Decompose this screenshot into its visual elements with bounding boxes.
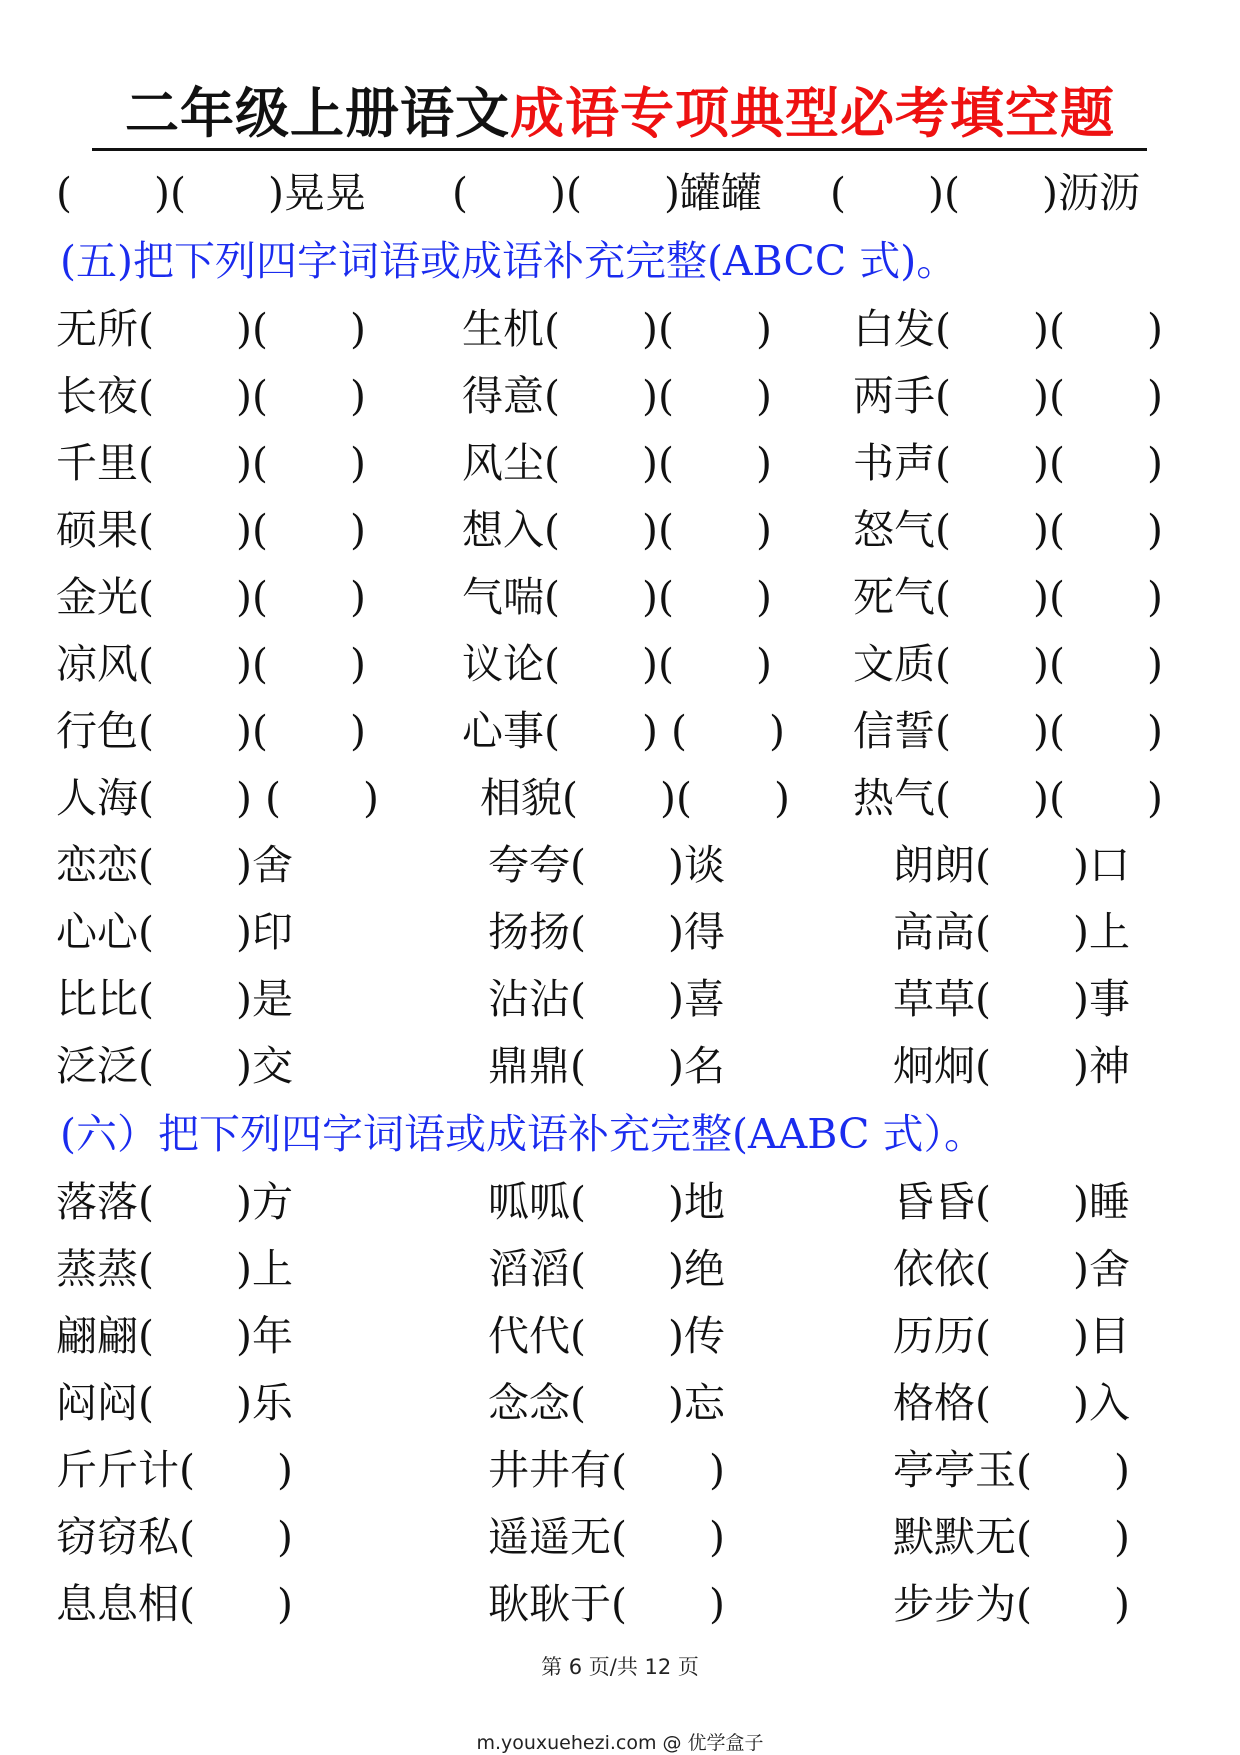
exercise-row: [0, 1177, 1240, 1227]
exercise-item: 风尘( )( ): [462, 439, 772, 487]
exercise-row: [0, 1041, 1240, 1091]
exercise-item: 窃窃私( ): [56, 1513, 293, 1561]
exercise-item: ( )( )晃晃: [56, 169, 366, 217]
exercise-row: [0, 304, 1240, 354]
exercise-item: 信誓( )( ): [853, 707, 1163, 755]
exercise-row: [0, 505, 1240, 555]
exercise-item: 怒气( )( ): [853, 506, 1163, 554]
exercise-item: 昏昏( )睡: [893, 1178, 1130, 1226]
exercise-item: 落落( )方: [56, 1178, 293, 1226]
exercise-item: 闷闷( )乐: [56, 1379, 293, 1427]
section-6-heading: (六）把下列四字词语或成语补充完整(AABC 式）。: [60, 1110, 986, 1158]
exercise-row: [0, 1244, 1240, 1294]
exercise-item: 无所( )( ): [56, 305, 366, 353]
exercise-item: 代代( )传: [488, 1312, 725, 1360]
exercise-item: 行色( )( ): [56, 707, 366, 755]
exercise-item: 书声( )( ): [853, 439, 1163, 487]
exercise-item: 炯炯( )神: [893, 1042, 1130, 1090]
exercise-row: [0, 974, 1240, 1024]
exercise-item: 扬扬( )得: [488, 908, 725, 956]
continuation-row: [0, 168, 1240, 218]
exercise-item: 滔滔( )绝: [488, 1245, 725, 1293]
exercise-item: 两手( )( ): [853, 372, 1163, 420]
exercise-row: [0, 1311, 1240, 1361]
exercise-row: [0, 639, 1240, 689]
exercise-row: [0, 907, 1240, 957]
exercise-item: 鼎鼎( )名: [488, 1042, 725, 1090]
exercise-item: 相貌( )( ): [480, 774, 790, 822]
exercise-item: 息息相( ): [56, 1580, 293, 1628]
exercise-item: 草草( )事: [893, 975, 1130, 1023]
exercise-item: 恋恋( )舍: [56, 841, 293, 889]
exercise-item: 心事( ) ( ): [462, 707, 786, 755]
exercise-row: [0, 438, 1240, 488]
exercise-item: 耿耿于( ): [488, 1580, 725, 1628]
exercise-item: 凉风( )( ): [56, 640, 366, 688]
exercise-item: 热气( )( ): [853, 774, 1163, 822]
exercise-item: 想入( )( ): [462, 506, 772, 554]
section-5-heading: (五)把下列四字词语或成语补充完整(ABCC 式)。: [60, 237, 958, 285]
exercise-item: 气喘( )( ): [462, 573, 772, 621]
page-title: [0, 78, 1240, 148]
exercise-row: [0, 1378, 1240, 1428]
exercise-item: 高高( )上: [893, 908, 1130, 956]
exercise-row: [0, 773, 1240, 823]
exercise-row: [0, 840, 1240, 890]
exercise-item: 千里( )( ): [56, 439, 366, 487]
exercise-item: 硕果( )( ): [56, 506, 366, 554]
title-part-red: 成语专项典型必考填空题: [510, 81, 1115, 145]
exercise-item: 井井有( ): [488, 1446, 725, 1494]
exercise-row: [0, 1445, 1240, 1495]
exercise-item: 文质( )( ): [853, 640, 1163, 688]
exercise-item: 沾沾( )喜: [488, 975, 725, 1023]
source-footer: m.youxuehezi.com @ 优学盒子: [476, 1732, 764, 1754]
exercise-item: 金光( )( ): [56, 573, 366, 621]
exercise-item: 夸夸( )谈: [488, 841, 725, 889]
exercise-item: 依依( )舍: [893, 1245, 1130, 1293]
exercise-item: 生机( )( ): [462, 305, 772, 353]
exercise-row: [0, 1579, 1240, 1629]
title-part-black: 二年级上册语文: [125, 81, 510, 145]
exercise-item: 白发( )( ): [853, 305, 1163, 353]
exercise-row: [0, 706, 1240, 756]
page-number: 第 6 页/共 12 页: [541, 1655, 699, 1679]
exercise-item: 心心( )印: [56, 908, 293, 956]
exercise-item: ( )( )沥沥: [830, 169, 1140, 217]
exercise-row: [0, 1512, 1240, 1562]
title-underline: [92, 148, 1147, 151]
exercise-item: 翩翩( )年: [56, 1312, 293, 1360]
exercise-item: 泛泛( )交: [56, 1042, 293, 1090]
exercise-item: 比比( )是: [56, 975, 293, 1023]
exercise-row: [0, 371, 1240, 421]
exercise-item: 议论( )( ): [462, 640, 772, 688]
exercise-item: ( )( )罐罐: [452, 169, 762, 217]
exercise-item: 步步为( ): [893, 1580, 1130, 1628]
exercise-item: 呱呱( )地: [488, 1178, 725, 1226]
exercise-item: 朗朗( )口: [893, 841, 1130, 889]
exercise-item: 斤斤计( ): [56, 1446, 293, 1494]
exercise-item: 人海( ) ( ): [56, 774, 380, 822]
exercise-item: 死气( )( ): [853, 573, 1163, 621]
exercise-item: 得意( )( ): [462, 372, 772, 420]
exercise-item: 历历( )目: [893, 1312, 1130, 1360]
exercise-item: 长夜( )( ): [56, 372, 366, 420]
exercise-item: 念念( )忘: [488, 1379, 725, 1427]
exercise-item: 亭亭玉( ): [893, 1446, 1130, 1494]
exercise-item: 默默无( ): [893, 1513, 1130, 1561]
exercise-item: 遥遥无( ): [488, 1513, 725, 1561]
exercise-row: [0, 572, 1240, 622]
exercise-item: 蒸蒸( )上: [56, 1245, 293, 1293]
exercise-item: 格格( )入: [893, 1379, 1130, 1427]
